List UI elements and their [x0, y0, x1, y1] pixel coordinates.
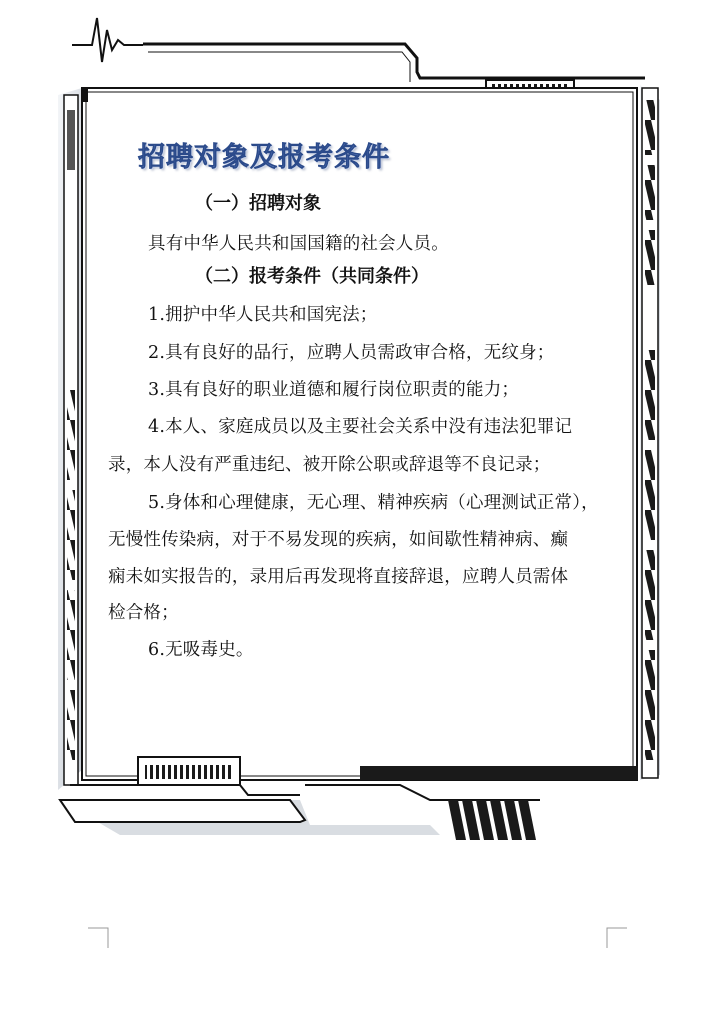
section-heading-conditions: （二）报考条件（共同条件）: [195, 266, 429, 287]
condition-item-1: 1.拥护中华人民共和国宪法；: [148, 305, 378, 325]
condition-item-4-line-2: 录，本人没有严重违纪、被开除公职或辞退等不良记录；: [108, 455, 551, 475]
page-title: 招聘对象及报考条件: [138, 142, 390, 173]
section-heading-recruitment-target: （一）招聘对象: [195, 193, 321, 214]
condition-item-5-line-3: 痫未如实报告的，录用后再发现将直接辞退，应聘人员需体: [108, 567, 569, 587]
condition-item-3: 3.具有良好的职业道德和履行岗位职责的能力；: [148, 380, 520, 400]
paragraph-recruitment-target: 具有中华人民共和国国籍的社会人员。: [148, 234, 449, 254]
condition-item-5-line-4: 检合格；: [108, 603, 179, 623]
condition-item-5-line-1: 5.身体和心理健康，无心理、精神疾病（心理测试正常），: [148, 493, 599, 513]
condition-item-5-line-2: 无慢性传染病，对于不易发现的疾病，如间歇性精神病、癫: [108, 530, 569, 550]
condition-item-4-line-1: 4.本人、家庭成员以及主要社会关系中没有违法犯罪记: [148, 417, 573, 437]
condition-item-2: 2.具有良好的品行，应聘人员需政审合格，无纹身；: [148, 343, 555, 363]
condition-item-6: 6.无吸毒史。: [148, 640, 254, 660]
